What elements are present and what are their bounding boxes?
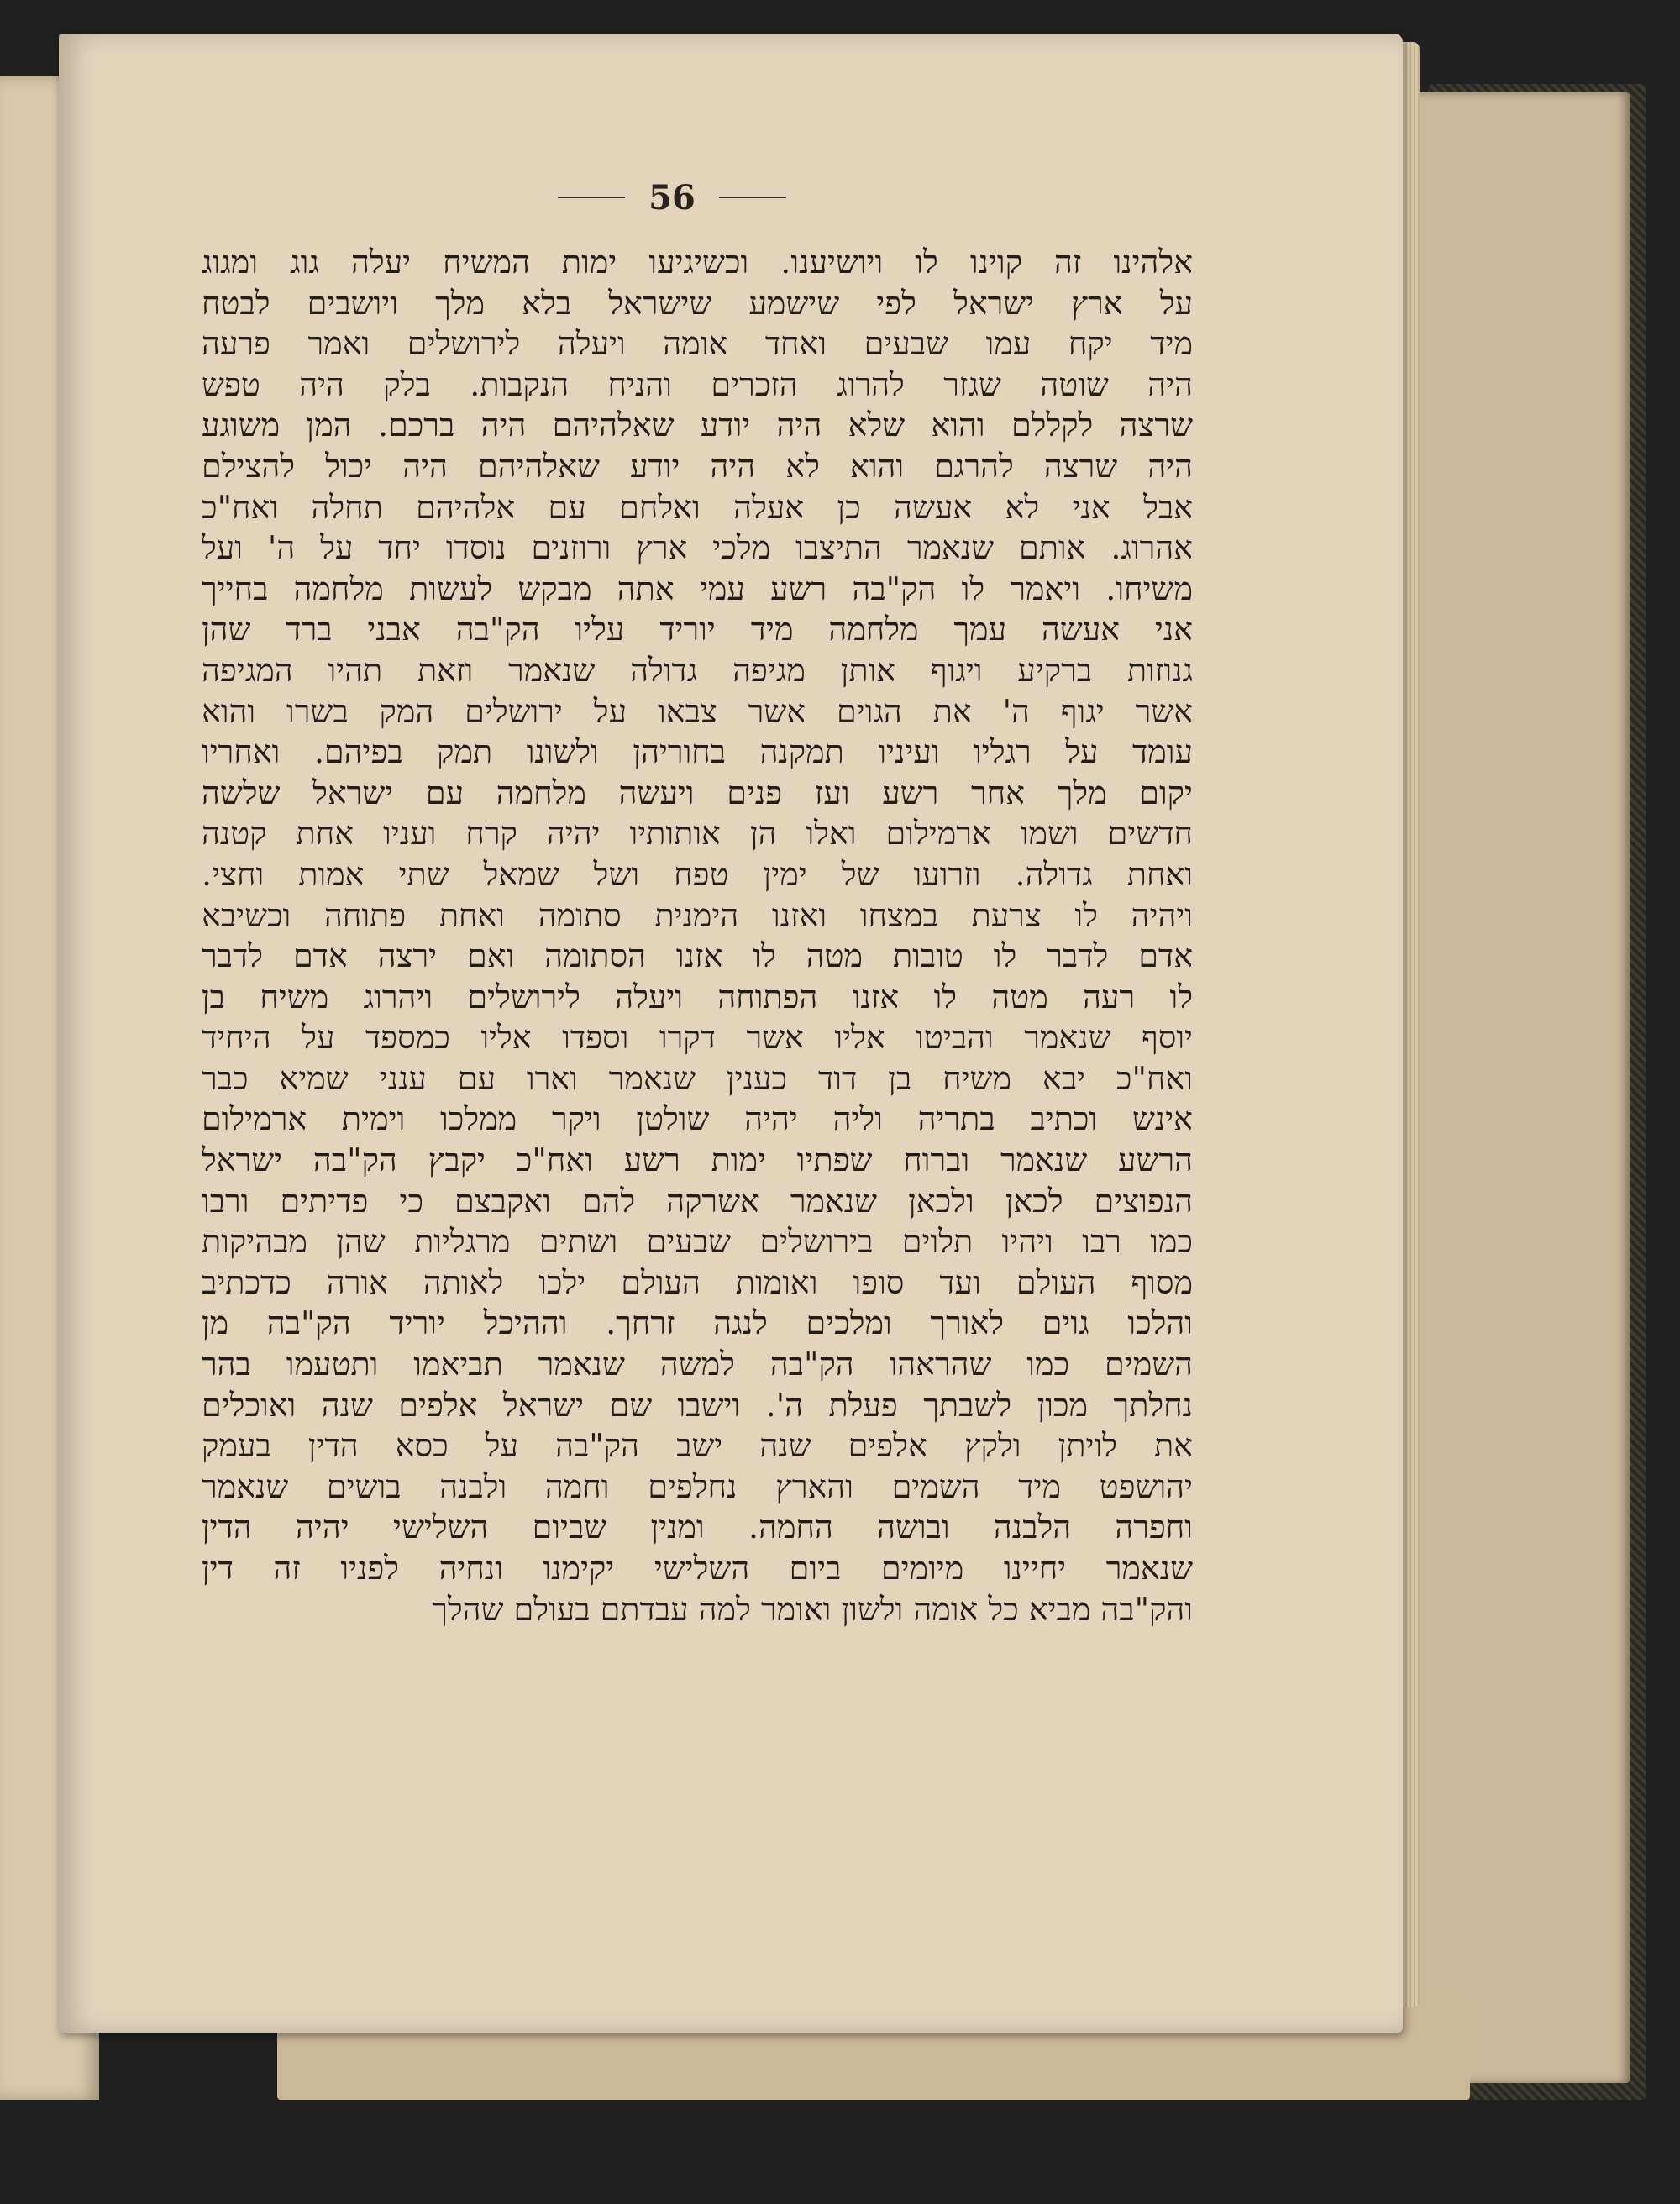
text-line: והלכו גוים לאורך ומלכים לנגה זרחך. וההיכל יוריד הק"בה מן [202, 1304, 1193, 1342]
text-line: על ארץ ישראל לפי שישמע שישראל בלא מלך ויושבים לבטח [202, 284, 1193, 322]
text-line: שנאמר יחיינו מיומים ביום השלישי יקימנו ונחיה לפניו זה דין [202, 1550, 1193, 1587]
text-line: יוסף שנאמר והביטו אליו אשר דקרו וספדו אליו כמספד על היחיד [202, 1019, 1193, 1057]
header-rule-left [558, 197, 625, 198]
text-line: ויהיה לו צרעת במצחו ואזנו הימנית סתומה ואחת פתוחה וכשיבא [202, 896, 1193, 934]
text-line: אלהינו זה קוינו לו ויושיענו. וכשיגיעו ימות המשיח יעלה גוג ומגוג [202, 244, 1193, 281]
text-line: הרשע שנאמר וברוח שפתיו ימות רשע ואח"כ יקבץ הק"בה ישראל [202, 1141, 1193, 1179]
text-line: אינש וכתיב בתריה וליה יהיה שולטן ויקר ממלכו וימית ארמילום [202, 1100, 1193, 1138]
text-line: אדם לדבר לו טובות מטה לו אזנו הסתומה ואם ירצה אדם לדבר [202, 937, 1193, 975]
header-rule-right [719, 197, 786, 198]
text-line: נחלתך מכון לשבתך פעלת ה'. וישבו שם ישראל אלפים שנה ואוכלים [202, 1386, 1193, 1424]
text-line: השמים כמו שהראהו הק"בה למשה שנאמר תביאמו ותטעמו בהר [202, 1346, 1193, 1383]
back-cover-board [1411, 92, 1630, 2083]
text-line: וחפרה הלבנה ובושה החמה. ומנין שביום השלישי יהיה הדין [202, 1509, 1193, 1546]
text-line: כמו רבו ויהיו תלוים בירושלים שבעים ושתים מרגליות שהן מבהיקות [202, 1223, 1193, 1261]
text-line: גנוזות ברקיע ויגוף אותן מגיפה גדולה שנאמר וזאת תהיו המגיפה [202, 651, 1193, 689]
text-line: אהרוג. אותם שנאמר התיצבו מלכי ארץ ורוזנים נוסדו יחד על ה' ועל [202, 529, 1193, 567]
text-line: אני אעשה עמך מלחמה מיד יוריד עליו הק"בה אבני ברד שהן [202, 611, 1193, 648]
text-line: ואח"כ יבא משיח בן דוד כענין שנאמר וארו עם ענני שמיא כבר [202, 1059, 1193, 1097]
text-line: יקום מלך אחר רשע ועז פנים ויעשה מלחמה עם ישראל שלשה [202, 774, 1193, 811]
text-line: היה שרצה להרגם והוא לא היה יודע שאלהיהם היה יכול להצילם [202, 447, 1193, 485]
text-line: אבל אני לא אעשה כן אעלה ואלחם עם אלהיהם תחלה ואח"כ [202, 488, 1193, 526]
page-number: 56 [648, 177, 696, 218]
text-line: ואחת גדולה. וזרועו של ימין טפח ושל שמאל שתי אמות וחצי. [202, 855, 1193, 893]
text-line: הנפוצים לכאן ולכאן שנאמר אשרקה להם ואקבצם כי פדיתים ורבו [202, 1182, 1193, 1220]
text-line: היה שוטה שגזר להרוג הזכרים והניח הנקבות. בלק היה טפש [202, 365, 1193, 403]
page-header [529, 172, 815, 223]
text-line: את לויתן ולקץ אלפים שנה ישב הק"בה על כסא הדין בעמק [202, 1427, 1193, 1465]
text-line: אשר יגוף ה' את הגוים אשר צבאו על ירושלים המק בשרו והוא [202, 692, 1193, 730]
text-line: עומד על רגליו ועיניו תמקנה בחוריהן ולשונו תמק בפיהם. ואחריו [202, 733, 1193, 771]
text-line: לו רעה מטה לו אזנו הפתוחה ויעלה לירושלים ויהרוג משיח בן [202, 978, 1193, 1015]
text-line: מיד יקח עמו שבעים ואחד אומה ויעלה לירושלים ואמר פרעה [202, 325, 1193, 363]
text-line: שרצה לקללם והוא שלא היה יודע שאלהיהם היה ברכם. המן משוגע [202, 407, 1193, 444]
text-line: חדשים ושמו ארמילום ואלו הן אותותיו יהיה קרח ועניו אחת קטנה [202, 815, 1193, 853]
text-line: והק"בה מביא כל אומה ולשון ואומר למה עבדתם בעולם שהלך [432, 1590, 1193, 1628]
text-line: יהושפט מיד השמים והארץ נחלפים וחמה ולבנה בושים שנאמר [202, 1467, 1193, 1505]
body-text [202, 242, 1193, 1629]
text-line: מסוף העולם ועד סופו ואומות העולם ילכו לאותה אורה כדכתיב [202, 1263, 1193, 1301]
text-line: משיחו. ויאמר לו הק"בה רשע עמי אתה מבקש לעשות מלחמה בחייך [202, 569, 1193, 607]
